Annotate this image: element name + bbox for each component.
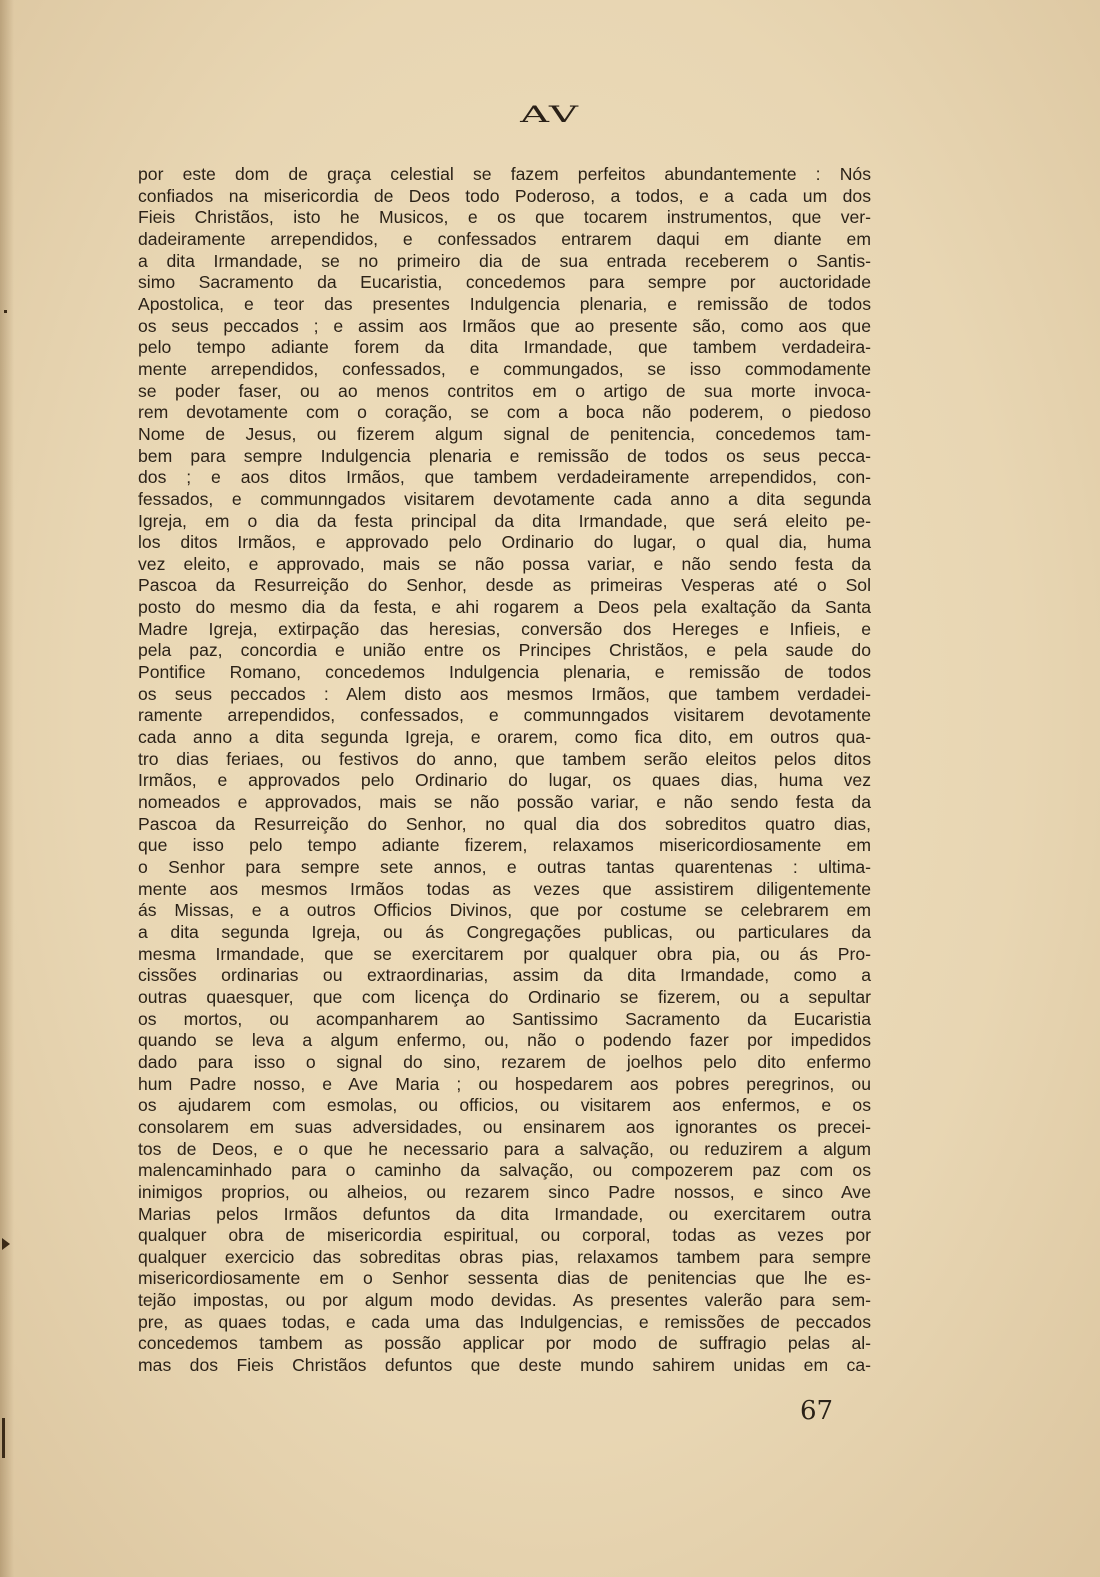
text-line: Igreja, em o dia da festa principal da dita Irmandade, que será eleito pe- [138,510,871,531]
margin-arrow-mark [2,1238,10,1250]
text-line: los ditos Irmãos, e approvado pelo Ordinario do lugar, o qual dia, huma [138,532,871,553]
text-line: bem para sempre Indulgencia plenaria e remissão de todos os seus pecca- [138,445,871,466]
text-line: pre, as quaes todas, e cada uma das Indulgencias, e remissões de peccados [138,1311,871,1332]
text-line: Pontifice Romano, concedemos Indulgencia plenaria, e remissão de todos [138,662,871,683]
text-line: qualquer obra de misericordia espiritual, ou corporal, todas as vezes por [138,1225,871,1246]
margin-edge-mark [2,1418,5,1458]
text-line: outras quaesquer, que com licença do Ordinario se fizerem, ou a sepultar [138,986,871,1007]
text-line: vez eleito, e approvado, mais se não possa variar, e não sendo festa da [138,553,871,574]
text-line: tos de Deos, e o que he necessario para a salvação, ou reduzirem a algum [138,1138,871,1159]
text-line: mente aos mesmos Irmãos todas as vezes que assistirem diligentemente [138,878,871,899]
text-line: pela paz, concordia e união entre os Principes Christãos, e pela saude do [138,640,871,661]
text-line: hum Padre nosso, e Ave Maria ; ou hospedarem aos pobres peregrinos, ou [138,1073,871,1094]
text-line: mente arrependidos, confessados, e commungados, se isso commodamente [138,358,871,379]
text-line: cada anno a dita segunda Igreja, e orarem, como fica dito, em outros qua- [138,727,871,748]
margin-speck [4,310,7,313]
text-line: rem devotamente com o coração, se com a boca não poderem, o piedoso [138,402,871,423]
text-line: Madre Igreja, extirpação das heresias, conversão dos Hereges e Infieis, e [138,618,871,639]
text-line: dado para isso o signal do sino, rezarem de joelhos pelo dito enfermo [138,1051,871,1072]
text-line: Nome de Jesus, ou fizerem algum signal de penitencia, concedemos tam- [138,423,871,444]
text-line: por este dom de graça celestial se fazem perfeitos abundantemente : Nós [138,164,871,184]
text-line: tejão impostas, ou por algum modo devidas. As presentes valerão para sem- [138,1290,871,1311]
text-line: misericordiosamente em o Senhor sessenta dias de penitencias que lhe es- [138,1268,871,1289]
text-line: Pascoa da Resurreição do Senhor, desde as primeiras Vesperas até o Sol [138,575,871,596]
running-title: AV [520,102,580,128]
text-line: a dita Irmandade, se no primeiro dia de sua entrada receberem o Santis- [138,250,871,271]
text-line: posto do mesmo dia da festa, e ahi rogarem a Deos pela exaltação da Santa [138,597,871,618]
text-line: dos ; e aos ditos Irmãos, que tambem verdadeiramente arrependidos, con- [138,467,871,488]
text-line: cissões ordinarias ou extraordinarias, assim da dita Irmandade, como a [138,965,871,986]
text-line: fessados, e communngados visitarem devotamente cada anno a dita segunda [138,488,871,509]
text-line: tro dias feriaes, ou festivos do anno, que tambem serão eleitos pelos ditos [138,748,871,769]
text-line: mesma Irmandade, que se exercitarem por qualquer obra pia, ou ás Pro- [138,943,871,964]
text-line: o Senhor para sempre sete annos, e outras tantas quarentenas : ultima- [138,857,871,877]
text-line: concedemos tambem as possão applicar por modo de suffragio pelas al- [138,1333,871,1354]
spine-shadow [0,0,14,1577]
text-line: consolarem em suas adversidades, ou ensinarem aos ignorantes os precei- [138,1116,871,1137]
text-line: Fieis Christãos, isto he Musicos, e os que tocarem instrumentos, que ver- [138,207,871,228]
text-line: simo Sacramento da Eucaristia, concedemos para sempre por auctoridade [138,272,871,293]
text-line: os mortos, ou acompanharem ao Santissimo Sacramento da Eucaristia [138,1008,871,1029]
text-line: inimigos proprios, ou alheios, ou rezarem sinco Padre nossos, e sinco Ave [138,1181,871,1202]
text-line: se poder faser, ou ao menos contritos em o artigo de sua morte invoca- [138,380,871,401]
text-line: pelo tempo adiante forem da dita Irmandade, que tambem verdadeira- [138,337,871,358]
text-line: confiados na misericordia de Deos todo Poderoso, a todos, e a cada um dos [138,185,871,206]
text-line: Marias pelos Irmãos defuntos da dita Irmandade, ou exercitarem outra [138,1203,871,1224]
text-line: Apostolica, e teor das presentes Indulgencia plenaria, e remissão de todos [138,293,871,314]
text-line: a dita segunda Igreja, ou ás Congregações publicas, ou particulares da [138,921,871,942]
text-line: qualquer exercicio das sobreditas obras pias, relaxamos tambem para sempre [138,1246,871,1267]
text-line: os seus peccados ; e assim aos Irmãos que ao presente são, como aos que [138,315,871,336]
text-line: Irmãos, e approvados pelo Ordinario do lugar, os quaes dias, huma vez [138,770,871,791]
text-line: ramente arrependidos, confessados, e communngados visitarem devotamente [138,705,871,726]
text-line: mas dos Fieis Christãos defuntos que deste mundo sahirem unidas em ca- [138,1355,871,1376]
text-line: os seus peccados : Alem disto aos mesmos Irmãos, que tambem verdadei- [138,683,871,704]
text-line: Pascoa da Resurreição do Senhor, no qual dia dos sobreditos quatro dias, [138,813,871,834]
text-line: dadeiramente arrependidos, e confessados entrarem daqui em diante em [138,228,871,249]
page-number: 67 [800,1396,834,1426]
text-line: malencaminhado para o caminho da salvação, ou compozerem paz com os [138,1160,871,1181]
text-line: que isso pelo tempo adiante fizerem, relaxamos misericordiosamente em [138,835,871,856]
text-line: ás Missas, e a outros Officios Divinos, que por costume se celebrarem em [138,900,871,921]
text-line: quando se leva a algum enfermo, ou, não o podendo fazer por impedidos [138,1030,871,1051]
body-text [138,164,871,1377]
text-line: os ajudarem com esmolas, ou officios, ou visitarem aos enfermos, e os [138,1095,871,1116]
text-line: nomeados e approvados, mais se não possão variar, e não sendo festa da [138,792,871,813]
